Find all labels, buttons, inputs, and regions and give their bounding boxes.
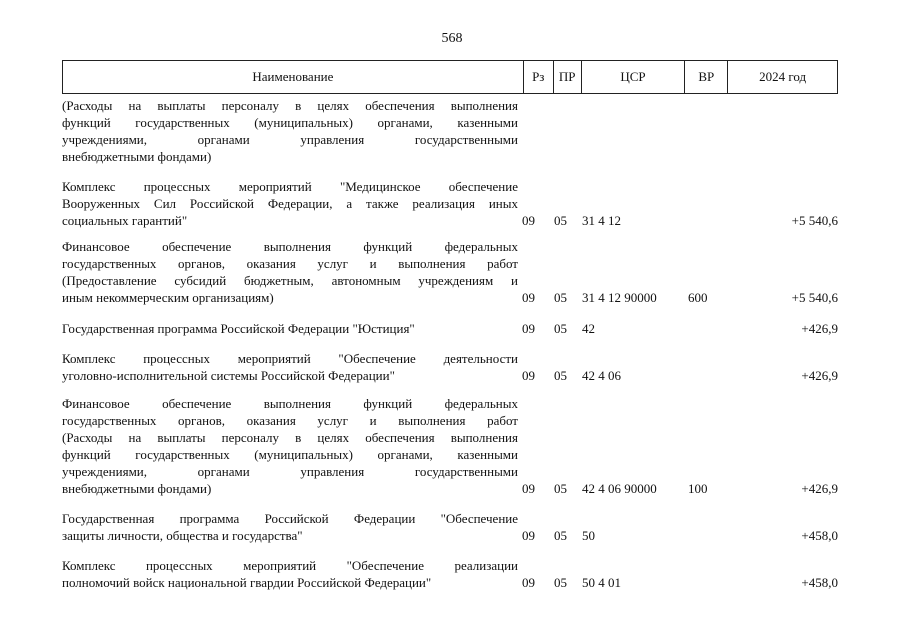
- row-csr: 50: [582, 528, 595, 543]
- row-name-line: государственных органов, оказания услуг и выполнения работ: [62, 413, 518, 428]
- row-name-line: (Расходы на выплаты персоналу в целях обеспечения выполнения: [62, 430, 518, 445]
- row-csr: 31 4 12: [582, 213, 621, 228]
- row-name-line: социальных гарантий": [62, 213, 188, 228]
- row-pr: 05: [554, 528, 567, 543]
- row-name: [62, 510, 518, 544]
- row-name: [62, 395, 518, 497]
- row-rz: 09: [522, 575, 535, 590]
- header-rz: Рз: [523, 61, 553, 93]
- row-name-line: государственных органов, оказания услуг и выполнения работ: [62, 256, 518, 271]
- row-amount: +5 540,6: [791, 290, 838, 305]
- table-row: [62, 557, 838, 591]
- header-name: Наименование: [252, 69, 334, 84]
- row-name-line: (Предоставление субсидий бюджетным, автономным учреждениям и: [62, 273, 518, 288]
- header-pr: ПР: [553, 61, 581, 93]
- row-amount: +426,9: [801, 321, 838, 336]
- row-csr: 42: [582, 321, 595, 336]
- row-csr: 50 4 01: [582, 575, 621, 590]
- row-name-line: функций государственных (муниципальных) органами, казенными: [62, 447, 518, 462]
- row-name: [62, 320, 518, 337]
- row-name-line: Комплекс процессных мероприятий "Медицинское обеспечение: [62, 179, 518, 194]
- row-pr: 05: [554, 575, 567, 590]
- row-amount: +458,0: [801, 528, 838, 543]
- row-csr: 42 4 06: [582, 368, 621, 383]
- row-csr: 42 4 06 90000: [582, 481, 657, 496]
- row-name-line: уголовно-исполнительной системы Российской Федерации": [62, 368, 395, 383]
- row-amount: +5 540,6: [791, 213, 838, 228]
- table-row: [62, 238, 838, 306]
- row-name-line: Комплекс процессных мероприятий "Обеспечение реализации: [62, 558, 518, 573]
- row-name-line: внебюджетными фондами): [62, 481, 212, 496]
- row-pr: 05: [554, 368, 567, 383]
- row-name-line: полномочий войск национальной гвардии Российской Федерации": [62, 575, 432, 590]
- table-header: [62, 60, 838, 94]
- row-name: [62, 350, 518, 384]
- table-row: [62, 350, 838, 384]
- row-name-line: иным некоммерческим организациям): [62, 290, 274, 305]
- row-name-line: учреждениями, органами управления государственными: [62, 132, 518, 147]
- row-amount: +426,9: [801, 481, 838, 496]
- row-pr: 05: [554, 213, 567, 228]
- row-rz: 09: [522, 368, 535, 383]
- row-amount: +458,0: [801, 575, 838, 590]
- row-name: [62, 238, 518, 306]
- header-csr: ЦСР: [581, 61, 685, 93]
- row-rz: 09: [522, 321, 535, 336]
- page-number: 568: [441, 31, 463, 46]
- row-name-line: функций государственных (муниципальных) органами, казенными: [62, 115, 518, 130]
- row-name-line: (Расходы на выплаты персоналу в целях обеспечения выполнения: [62, 98, 518, 113]
- row-csr: 31 4 12 90000: [582, 290, 657, 305]
- row-vr: 100: [688, 481, 708, 496]
- row-vr: 600: [688, 290, 708, 305]
- row-rz: 09: [522, 481, 535, 496]
- row-name-line: защиты личности, общества и государства": [62, 528, 303, 543]
- row-name-line: учреждениями, органами управления государственными: [62, 464, 518, 479]
- table-row: [62, 178, 838, 229]
- row-pr: 05: [554, 290, 567, 305]
- row-name-line: Вооруженных Сил Российской Федерации, а также реализация иных: [62, 196, 518, 211]
- header-year: 2024 год: [727, 61, 837, 93]
- row-pr: 05: [554, 321, 567, 336]
- row-name-line: Комплекс процессных мероприятий "Обеспечение деятельности: [62, 351, 518, 366]
- table-row: [62, 395, 838, 497]
- row-rz: 09: [522, 213, 535, 228]
- row-name: [62, 97, 518, 165]
- row-amount: +426,9: [801, 368, 838, 383]
- row-name-line: Финансовое обеспечение выполнения функций федеральных: [62, 396, 518, 411]
- row-pr: 05: [554, 481, 567, 496]
- row-name-line: Государственная программа Российской Федерации "Юстиция": [62, 321, 415, 336]
- table-row: [62, 320, 838, 337]
- table-row: [62, 97, 838, 165]
- row-name: [62, 178, 518, 229]
- table-row: [62, 510, 838, 544]
- row-name: [62, 557, 518, 591]
- row-name-line: Финансовое обеспечение выполнения функций федеральных: [62, 239, 518, 254]
- row-rz: 09: [522, 528, 535, 543]
- row-name-line: внебюджетными фондами): [62, 149, 212, 164]
- row-name-line: Государственная программа Российской Федерации "Обеспечение: [62, 511, 518, 526]
- row-rz: 09: [522, 290, 535, 305]
- header-vr: ВР: [684, 61, 727, 93]
